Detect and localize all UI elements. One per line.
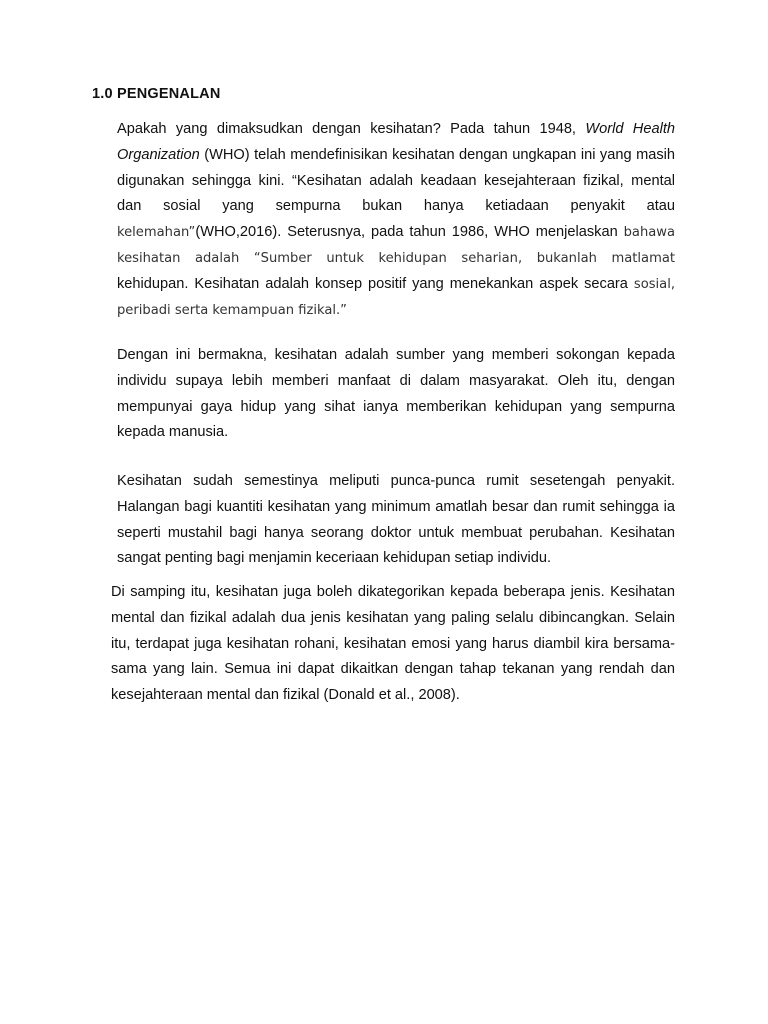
paragraph-causes: Kesihatan sudah semestinya meliputi punca-punca rumit sesetengah penyakit. Halangan bagi kuantiti kesihatan yang minimum amatlah besar dan rumit sehingga ia seperti mustahil bagi hanya seorang doktor untuk membuat perubahan. Kesihatan sangat penting bagi menjamin keceriaan kehidupan setiap individu. xyxy=(117,473,675,567)
intro-text-5: bahawa kesihatan adalah “Sumber untuk kehidupan seharian, bukanlah matlamat xyxy=(117,225,675,266)
organization-name: World Health Organization xyxy=(117,121,675,163)
section-heading: 1.0 PENGENALAN xyxy=(92,86,221,102)
intro-text-1: Apakah yang dimaksudkan dengan kesihatan? Pada tahun 1948, xyxy=(117,121,586,137)
intro-text-4: (WHO,2016). Seterusnya, pada tahun 1986, WHO menjelaskan xyxy=(195,224,624,241)
paragraph-intro xyxy=(117,117,675,323)
paragraph-meaning: Dengan ini bermakna, kesihatan adalah sumber yang memberi sokongan kepada individu supaya lebih memberi manfaat di dalam masyarakat. Oleh itu, dengan mempunyai gaya hidup yang sihat ianya memberikan kehidupan yang sempurna kepada manusia. xyxy=(117,347,675,441)
intro-text-2: (WHO) telah mendefinisikan kesihatan dengan ungkapan ini yang masih digunakan sehingga kini. “Kesihatan adalah keadaan kesejahteraan fizikal, mental dan sosial yang sempurna bukan hanya ketiadaan penyakit atau xyxy=(117,146,675,215)
intro-text-6: kehidupan. Kesihatan adalah konsep positif yang menekankan aspek secara xyxy=(117,275,634,292)
intro-text-7: sosial, peribadi serta kemampuan fizikal.” xyxy=(117,276,675,318)
intro-text-3: kelemahan” xyxy=(117,225,196,241)
paragraph-categories: Di samping itu, kesihatan juga boleh dikategorikan kepada beberapa jenis. Kesihatan mental dan fizikal adalah dua jenis kesihatan yang paling selalu dibincangkan. Selain itu, terdapat juga kesihatan rohani, kesihatan emosi yang harus diambil kira bersama-sama yang lain. Semua ini dapat dikaitkan dengan tahap tekanan yang rendah dan kesejahteraan mental dan fizikal (Donald et al., 2008). xyxy=(111,584,675,704)
